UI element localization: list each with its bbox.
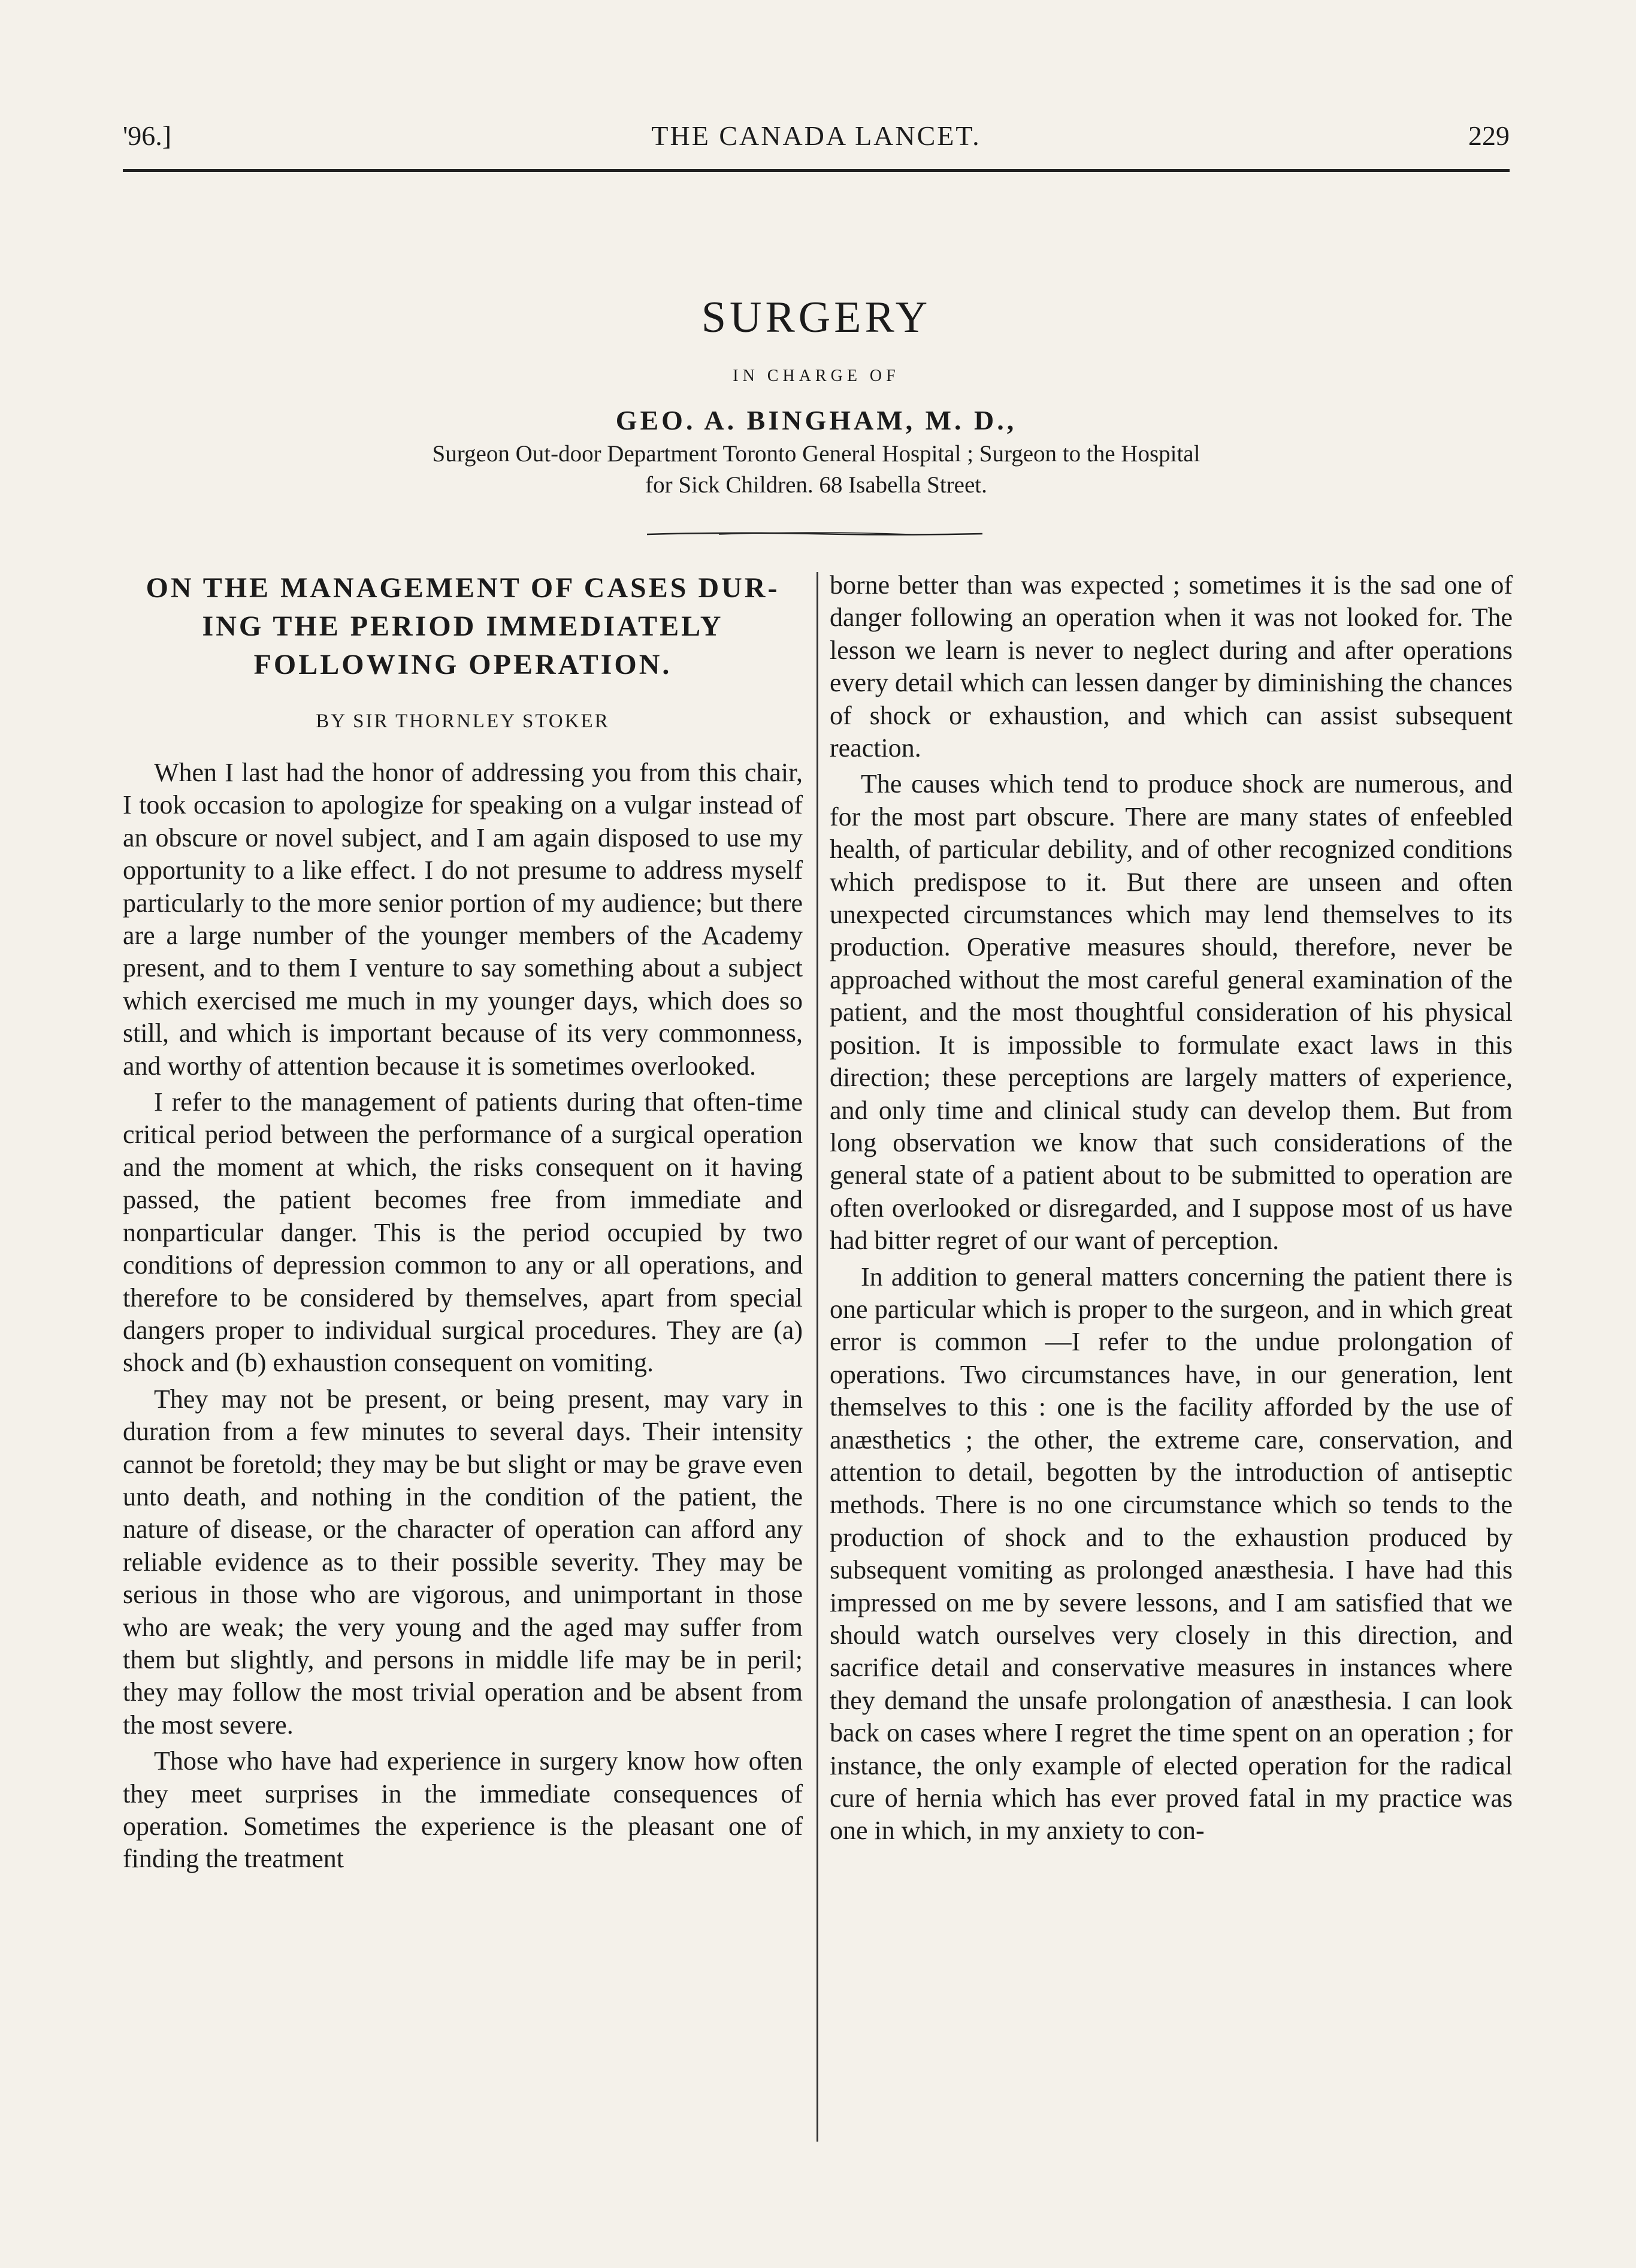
department-editor: GEO. A. BINGHAM, M. D., (615, 405, 1017, 436)
column-divider (817, 572, 818, 2142)
article-title-line: FOLLOWING OPERATION. (253, 649, 672, 681)
body-paragraph: Those who have had experience in surgery know how often they meet surprises in the immediate consequences of operation. Sometimes the experience is the pleasant one of finding the treatment (123, 1746, 803, 1874)
body-paragraph: The causes which tend to produce shock are numerous, and for the most part obscure. There are many states of enfeebled health, of particular debility, and of other recognized conditions which predispose to it. But there are unseen and often unexpected circumstances which may lend themselves to its production. Operative measures should, therefore, never be approached without the most careful general examination of the patient, and the most thoughtful consideration of his physical position. It is impossible to formulate exact laws in this direction; these perceptions are largely matters of experience, and only time and clinical study can develop them. But from long observation we know that such considerations of the general state of a patient about to be submitted to operation are often overlooked or disregarded, and I suppose most of us have had bitter regret of our want of perception. (830, 769, 1513, 1256)
page-number: 229 (1468, 120, 1510, 151)
ornamental-rule (647, 530, 982, 537)
right-column (830, 569, 1513, 1847)
body-paragraph: borne better than was expected ; sometimes it is the sad one of danger following an operation when it was not looked for. The lesson we learn is never to neglect during and after operations every detail which can lessen danger by diminishing the chances of shock or exhaustion, and which can assist subsequent reaction. (830, 570, 1513, 763)
body-paragraph: They may not be present, or being present, may vary in duration from a few minutes to several days. Their intensity cannot be foretold; they may be but slight or may be grave even unto death, and nothing in the condition of the patient, the nature of disease, or the character of operation can afford any reliable evidence as to their possible severity. They may be serious in those who are vigorous, and unimportant in those who are weak; the very young and the aged may suffer from them but slightly, and persons in middle life may be in peril; they may follow the most trivial operation and be absent from the most severe. (123, 1384, 803, 1740)
left-column (123, 569, 803, 1876)
department-subtitle: IN CHARGE OF (733, 367, 900, 385)
department-title: SURGERY (701, 293, 932, 342)
running-header (123, 120, 1510, 162)
editor-affiliation-line-2: for Sick Children. 68 Isabella Street. (645, 472, 987, 498)
article-title-line: ING THE PERIOD IMMEDIATELY (202, 610, 724, 642)
article-byline: BY SIR THORNLEY STOKER (316, 710, 610, 732)
body-paragraph: I refer to the management of patients during that often-time critical period between the performance of a surgical operation and the moment at which, the risks consequent on it having passed, the patient becomes free from immediate and nonparticular danger. This is the period occupied by two conditions of depression common to any or all operations, and therefore to be considered by themselves, apart from special dangers proper to individual surgical procedures. They are (a) shock and (b) exhaustion consequent on vomiting. (123, 1087, 803, 1378)
editor-affiliation-line-1: Surgeon Out-door Department Toronto General Hospital ; Surgeon to the Hospital (432, 441, 1200, 467)
article-title-line: ON THE MANAGEMENT OF CASES DUR- (146, 572, 780, 604)
body-paragraph: In addition to general matters concerning the patient there is one particular which is proper to the surgeon, and in which great error is common —I refer to the undue prolongation of operations. Two circumstances have, in our generation, lent themselves to this : one is the facility afforded by the use of anæsthetics ; the other, the extreme care, conservation, and attention to detail, begotten by the introduction of antiseptic methods. There is no one circumstance which so tends to the production of shock and to the exhaustion produced by subsequent vomiting as prolonged anæsthesia. I have had this impressed on me by severe lessons, and I am satisfied that we should watch ourselves very closely in this direction, and sacrifice detail and conservative measures in instances where they demand the unsafe prolongation of anæsthesia. I can look back on cases where I regret the time spent on an operation ; for instance, the only example of elected operation for the radical cure of hernia which has ever proved fatal in my practice was one in which, in my anxiety to con- (830, 1262, 1513, 1846)
article-title (123, 569, 803, 684)
header-volume: '96.] (123, 120, 172, 151)
body-paragraph: When I last had the honor of addressing you from this chair, I took occasion to apologize for speaking on a vulgar instead of an obscure or novel subject, and I am again disposed to use my opportunity to a like effect. I do not presume to address myself particularly to the more senior portion of my audience; but there are a large number of the younger members of the Academy present, and to them I venture to say something about a subject which exercised me much in my younger days, which does so still, and which is important because of its very commonness, and worthy of attention because it is sometimes overlooked. (123, 758, 803, 1081)
header-rule (123, 169, 1510, 172)
journal-title: THE CANADA LANCET. (651, 120, 981, 151)
